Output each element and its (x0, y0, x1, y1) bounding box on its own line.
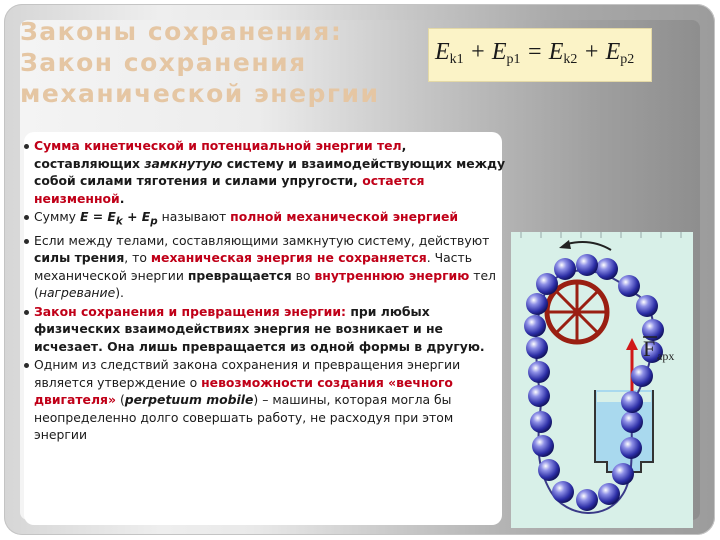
bullet-text: механическая энергия не сохраняется (150, 250, 427, 266)
bullet-text: называют (157, 209, 231, 224)
slide-title (20, 16, 440, 109)
force-label-subscript: арх (657, 349, 675, 363)
bullet-text: Одним из следствий закона сохранения и превращения энергии является утверждение о (34, 357, 461, 390)
bullet-text: силы трения (34, 250, 125, 266)
bullet-item (24, 303, 508, 356)
formula-symbol: E (435, 39, 450, 65)
title-line-1: Законы сохранения: (20, 17, 343, 46)
bullet-text: нагревание (38, 285, 116, 301)
bullet-text: замкнутую (144, 155, 223, 171)
rotation-arrow (567, 242, 611, 250)
bullet-text: k (115, 215, 123, 228)
force-arrow-head (626, 338, 638, 350)
bullet-item (24, 208, 508, 231)
bullet-text: тел ( (34, 267, 496, 301)
bullet-text: . (119, 190, 125, 206)
formula-symbol: E (548, 39, 564, 65)
bullet-text: Сумма кинетической и потенциальной энергии тел (34, 138, 402, 153)
bullet-text: Закон сохранения и превращения энергии: (34, 303, 347, 319)
perpetuum-mobile-drawing (511, 232, 693, 528)
bullet-text: E = E (79, 209, 116, 224)
wheel-icon (547, 282, 607, 342)
bullet-item (24, 356, 508, 444)
energy-formula (435, 39, 634, 68)
bullet-list (24, 137, 508, 445)
bullet-text: Сумму (34, 209, 80, 224)
rotation-arrow-head (559, 240, 571, 249)
formula-operator: = (520, 39, 549, 65)
bullet-text: во (291, 267, 315, 283)
bullet-text: систему и взаимодействующих между собой силами тяготения и силами упругости, (34, 155, 506, 188)
bullet-item (24, 137, 508, 207)
title-line-2: Закон сохранения (20, 48, 307, 77)
chain-balls (524, 254, 664, 511)
bullet-text: превращается (187, 267, 292, 283)
bullet-text: p (150, 215, 158, 228)
formula-symbol: E (605, 39, 621, 65)
background-grid (521, 232, 681, 238)
bullet-text: , составляющих (34, 138, 407, 171)
bullet-text: ). (115, 285, 124, 301)
force-label: F (643, 336, 656, 361)
bullet-text: ) – машины, которая могла бы неопределенно долго совершать работу, не расходуя при этом энергии (34, 392, 454, 443)
perpetuum-mobile-illustration (511, 232, 693, 528)
formula-subscript: k2 (563, 52, 578, 67)
formula-subscript: p2 (620, 52, 635, 67)
bullet-text: . Часть механической энергии (34, 250, 473, 283)
title-line-3: механической энергии (20, 79, 380, 108)
bullet-text: остается неизменной (34, 173, 425, 206)
formula-subscript: k1 (449, 52, 464, 67)
formula-operator: + (577, 39, 606, 65)
bullet-text: полной механической энергией (230, 209, 459, 224)
bullet-text: perpetuum mobile (124, 392, 254, 408)
bullet-text: внутреннюю энергию (314, 267, 470, 283)
bullet-text: Если между телами, составляющими замкнутую систему, действуют (34, 232, 490, 248)
formula-subscript: p1 (506, 52, 521, 67)
formula-operator: + (463, 39, 492, 65)
bullet-text: , то (124, 250, 151, 266)
bullet-text: ( (116, 392, 125, 408)
bullet-text: невозможности создания «вечного двигателя» (34, 374, 453, 408)
energy-formula-box (428, 28, 652, 82)
bullet-item (24, 232, 508, 302)
formula-symbol: E (491, 39, 507, 65)
bullet-text: при любых физических взаимодействиях энергия не возникает и не исчезает. Она лишь превращается из одной формы в другую. (34, 303, 485, 354)
bullet-text: + E (122, 209, 151, 224)
